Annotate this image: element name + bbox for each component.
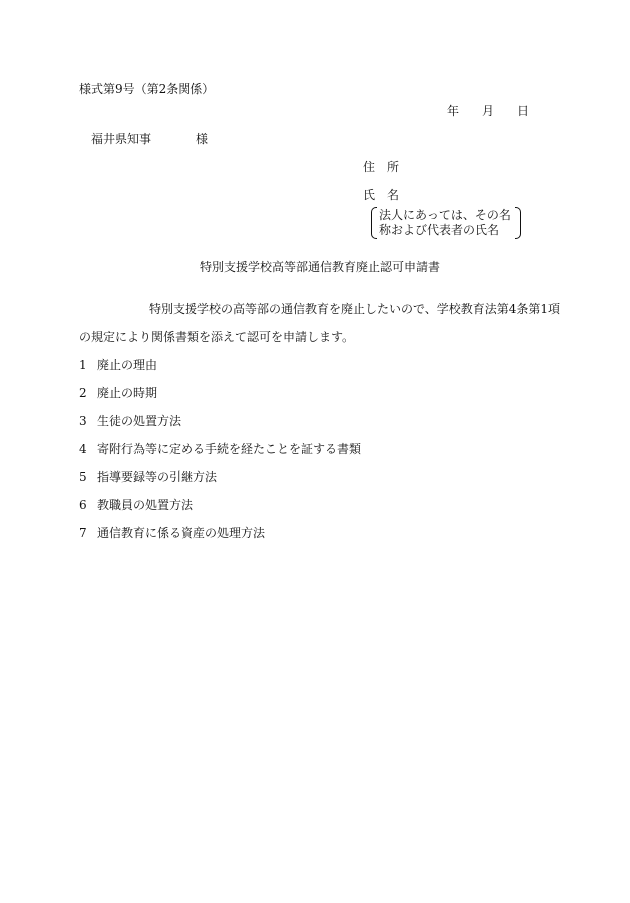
date-day-label: 日 — [517, 104, 530, 118]
address-label: 住 所 — [363, 160, 400, 174]
list-item-text: 通信教育に係る資産の処理方法 — [97, 526, 266, 540]
addressee-name: 福井県知事 — [91, 132, 152, 146]
list-item-number: 5 — [79, 470, 87, 484]
applicant-note-bracket — [371, 207, 521, 239]
list-item-text: 生徒の処置方法 — [97, 414, 182, 428]
list-item-text: 廃止の時期 — [97, 386, 158, 400]
left-bracket-shape — [371, 207, 377, 239]
name-label: 氏 名 — [363, 188, 400, 202]
list-item-text: 指導要録等の引継方法 — [97, 470, 218, 484]
list-item-number: 6 — [79, 498, 87, 512]
list-item-number: 7 — [79, 526, 87, 540]
list-item-number: 4 — [79, 442, 87, 456]
date-year-label: 年 — [447, 104, 460, 118]
body-line2: の規定により関係書類を添えて認可を申請します。 — [79, 330, 355, 344]
body-line1: 特別支援学校の高等部の通信教育を廃止したいので、学校教育法第4条第1項 — [149, 302, 561, 316]
right-bracket-shape — [515, 207, 521, 239]
document-title: 特別支援学校高等部通信教育廃止認可申請書 — [200, 260, 441, 274]
applicant-note-line2: 称および代表者の氏名 — [379, 223, 500, 237]
list-item-text: 教職員の処置方法 — [97, 498, 194, 512]
list-item-text: 廃止の理由 — [97, 358, 158, 372]
applicant-note-line1: 法人にあっては、その名 — [379, 208, 511, 222]
form-number: 様式第9号（第2条関係） — [79, 82, 215, 96]
list-item-text: 寄附行為等に定める手続を経たことを証する書類 — [97, 442, 362, 456]
list-item-number: 3 — [79, 414, 87, 428]
addressee-honorific: 様 — [196, 132, 209, 146]
date-month-label: 月 — [482, 104, 495, 118]
list-item-number: 2 — [79, 386, 87, 400]
list-item-number: 1 — [79, 358, 87, 372]
